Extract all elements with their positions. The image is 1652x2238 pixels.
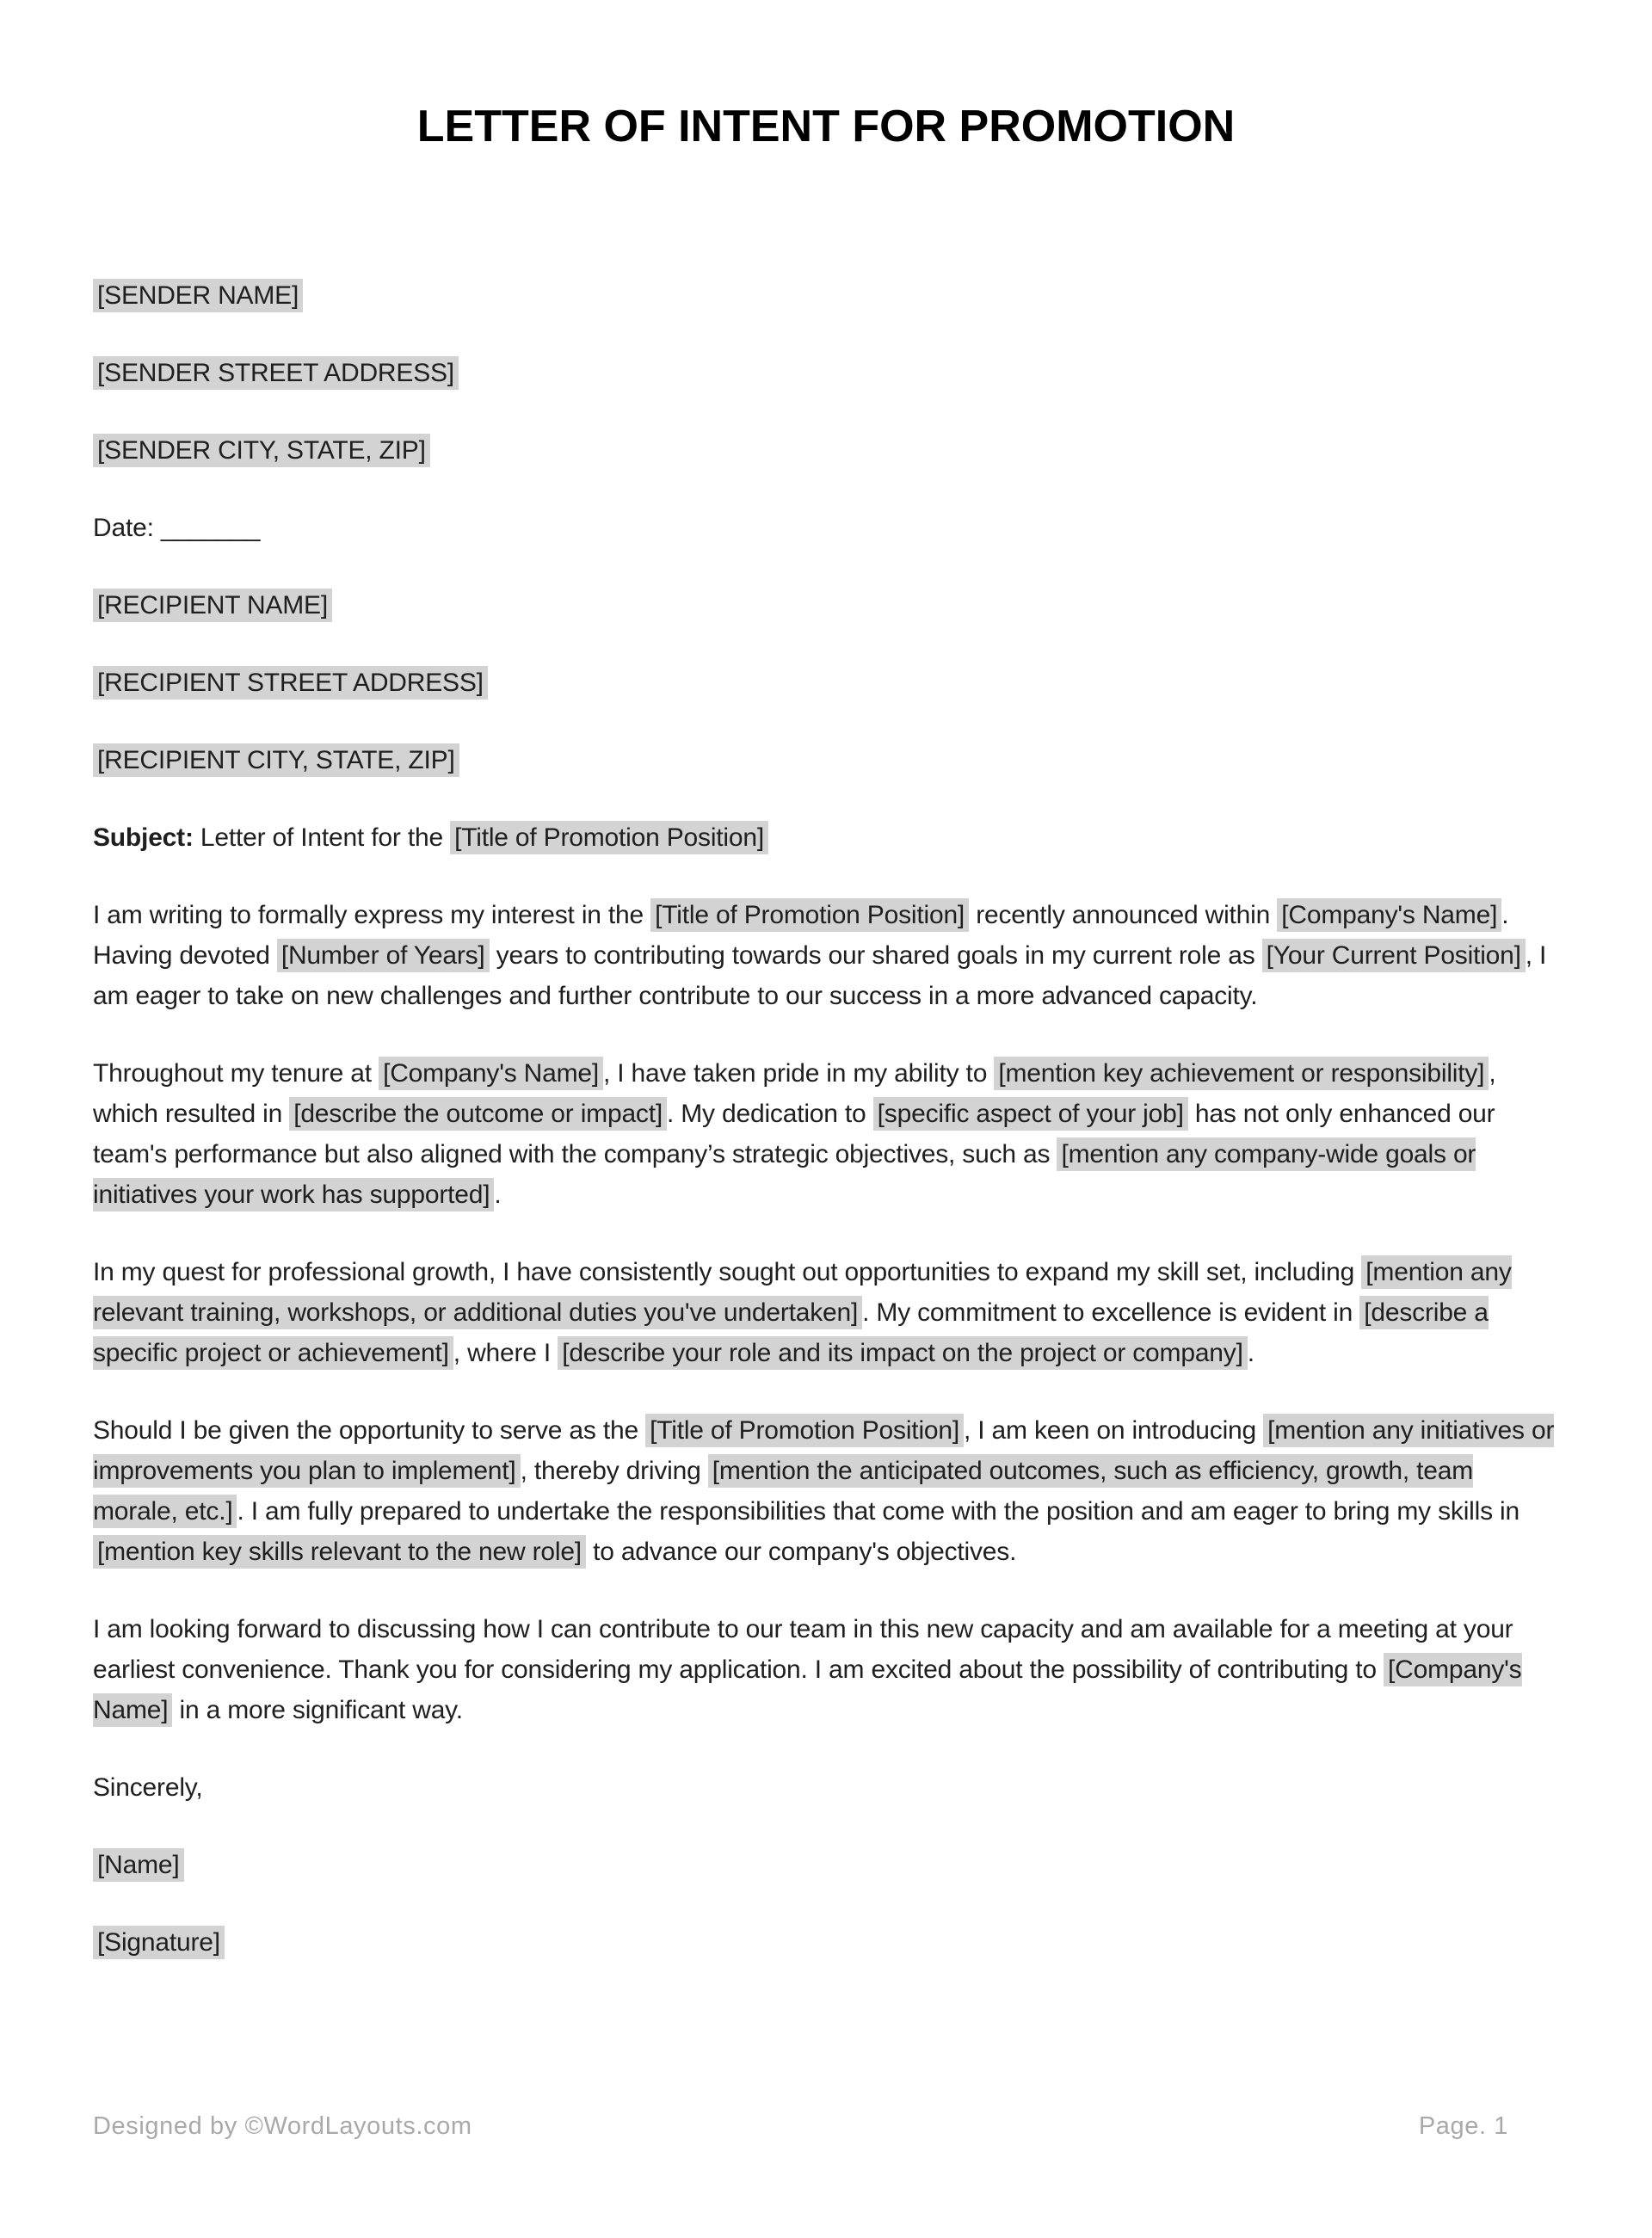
text-run: , which resulted in: [93, 1059, 1496, 1128]
letter-body: [93, 275, 1559, 1963]
placeholder-chip: [describe a specific project or achievement]: [93, 1296, 1489, 1370]
footer-page-number: Page. 1: [1418, 2112, 1508, 2140]
text-run: I am writing to formally express my interest in the: [93, 901, 651, 929]
placeholder-chip: [Signature]: [93, 1926, 225, 1959]
text-run: recently announced within: [969, 901, 1278, 929]
page-title: LETTER OF INTENT FOR PROMOTION: [416, 102, 1236, 151]
date-line: [93, 508, 1559, 548]
letter-page: [0, 100, 1652, 1963]
sender-city-line: [93, 430, 1559, 471]
recipient-street-line: [93, 663, 1559, 703]
text-run: Should I be given the opportunity to serve as the: [93, 1416, 646, 1445]
body-paragraph-5: [93, 1609, 1559, 1730]
text-run: . Having devoted: [93, 901, 1509, 970]
signature-name-line: [93, 1845, 1559, 1885]
placeholder-chip: [RECIPIENT NAME]: [93, 589, 332, 622]
placeholder-chip: [Your Current Position]: [1262, 939, 1526, 972]
text-run: . My dedication to: [667, 1100, 873, 1128]
placeholder-chip: [Title of Promotion Position]: [650, 898, 969, 932]
text-run: In my quest for professional growth, I have consistently sought out opportunities to expand my skill set, including: [93, 1258, 1362, 1286]
text-run: Date: _______: [93, 514, 261, 542]
text-run: . My commitment to excellence is evident in: [862, 1298, 1360, 1327]
text-run: years to contributing towards our shared goals in my current role as: [489, 941, 1262, 970]
placeholder-chip: [Title of Promotion Position]: [450, 821, 768, 854]
text-run: Subject:: [93, 823, 194, 852]
placeholder-chip: [mention any company-wide goals or initiatives your work has supported]: [93, 1137, 1476, 1211]
text-run: .: [1247, 1339, 1254, 1367]
closing-line: [93, 1767, 1559, 1808]
placeholder-chip: [mention the anticipated outcomes, such as efficiency, growth, team morale, etc.]: [93, 1454, 1473, 1528]
body-paragraph-3: [93, 1252, 1559, 1373]
text-run: I am looking forward to discussing how I can contribute to our team in this new capacity and am available for a meeting at your earliest convenience. Thank you for considering my application. I am excited about the possibility of contributing to: [93, 1615, 1513, 1684]
text-run: in a more significant way.: [172, 1696, 463, 1724]
placeholder-chip: [Company's Name]: [1277, 898, 1501, 932]
text-run: Sincerely,: [93, 1773, 203, 1802]
subject-line: [93, 817, 1559, 858]
placeholder-chip: [specific aspect of your job]: [873, 1097, 1188, 1131]
text-run: to advance our company's objectives.: [585, 1538, 1017, 1566]
placeholder-chip: [mention key skills relevant to the new role]: [93, 1535, 586, 1569]
placeholder-chip: [Company's Name]: [93, 1653, 1522, 1727]
body-paragraph-4: [93, 1410, 1559, 1572]
placeholder-chip: [describe your role and its impact on the project or company]: [558, 1336, 1248, 1370]
placeholder-chip: [SENDER NAME]: [93, 279, 303, 312]
placeholder-chip: [Company's Name]: [379, 1057, 603, 1090]
placeholder-chip: [SENDER STREET ADDRESS]: [93, 356, 459, 390]
placeholder-chip: [RECIPIENT CITY, STATE, ZIP]: [93, 743, 459, 777]
body-paragraph-2: [93, 1053, 1559, 1215]
text-run: , where I: [453, 1339, 558, 1367]
signature-line: [93, 1922, 1559, 1963]
text-run: , thereby driving: [520, 1457, 708, 1485]
page-footer: [93, 2112, 1508, 2141]
placeholder-chip: [SENDER CITY, STATE, ZIP]: [93, 434, 430, 467]
text-run: has not only enhanced our team's performance but also aligned with the company’s strategic objectives, such as: [93, 1100, 1495, 1168]
placeholder-chip: [mention any initiatives or improvements you plan to implement]: [93, 1414, 1554, 1488]
text-run: , I am eager to take on new challenges and further contribute to our success in a more advanced capacity.: [93, 941, 1547, 1010]
placeholder-chip: [Name]: [93, 1848, 184, 1882]
body-paragraph-1: [93, 895, 1559, 1016]
text-run: .: [494, 1181, 502, 1209]
placeholder-chip: [RECIPIENT STREET ADDRESS]: [93, 666, 488, 700]
recipient-name-line: [93, 585, 1559, 626]
sender-name-line: [93, 275, 1559, 316]
placeholder-chip: [mention key achievement or responsibility]: [994, 1057, 1489, 1090]
text-run: . I am fully prepared to undertake the responsibilities that come with the position and am eager to bring my skills in: [237, 1497, 1519, 1526]
placeholder-chip: [Title of Promotion Position]: [645, 1414, 964, 1447]
sender-street-line: [93, 353, 1559, 393]
placeholder-chip: [describe the outcome or impact]: [289, 1097, 667, 1131]
text-run: , I am keen on introducing: [964, 1416, 1264, 1445]
text-run: , I have taken pride in my ability to: [603, 1059, 995, 1088]
placeholder-chip: [Number of Years]: [277, 939, 490, 972]
placeholder-chip: [mention any relevant training, workshops, or additional duties you've undertaken]: [93, 1255, 1512, 1329]
footer-credit: Designed by ©WordLayouts.com: [93, 2112, 472, 2140]
text-run: Letter of Intent for the: [193, 823, 451, 852]
text-run: Throughout my tenure at: [93, 1059, 379, 1088]
recipient-city-line: [93, 740, 1559, 780]
